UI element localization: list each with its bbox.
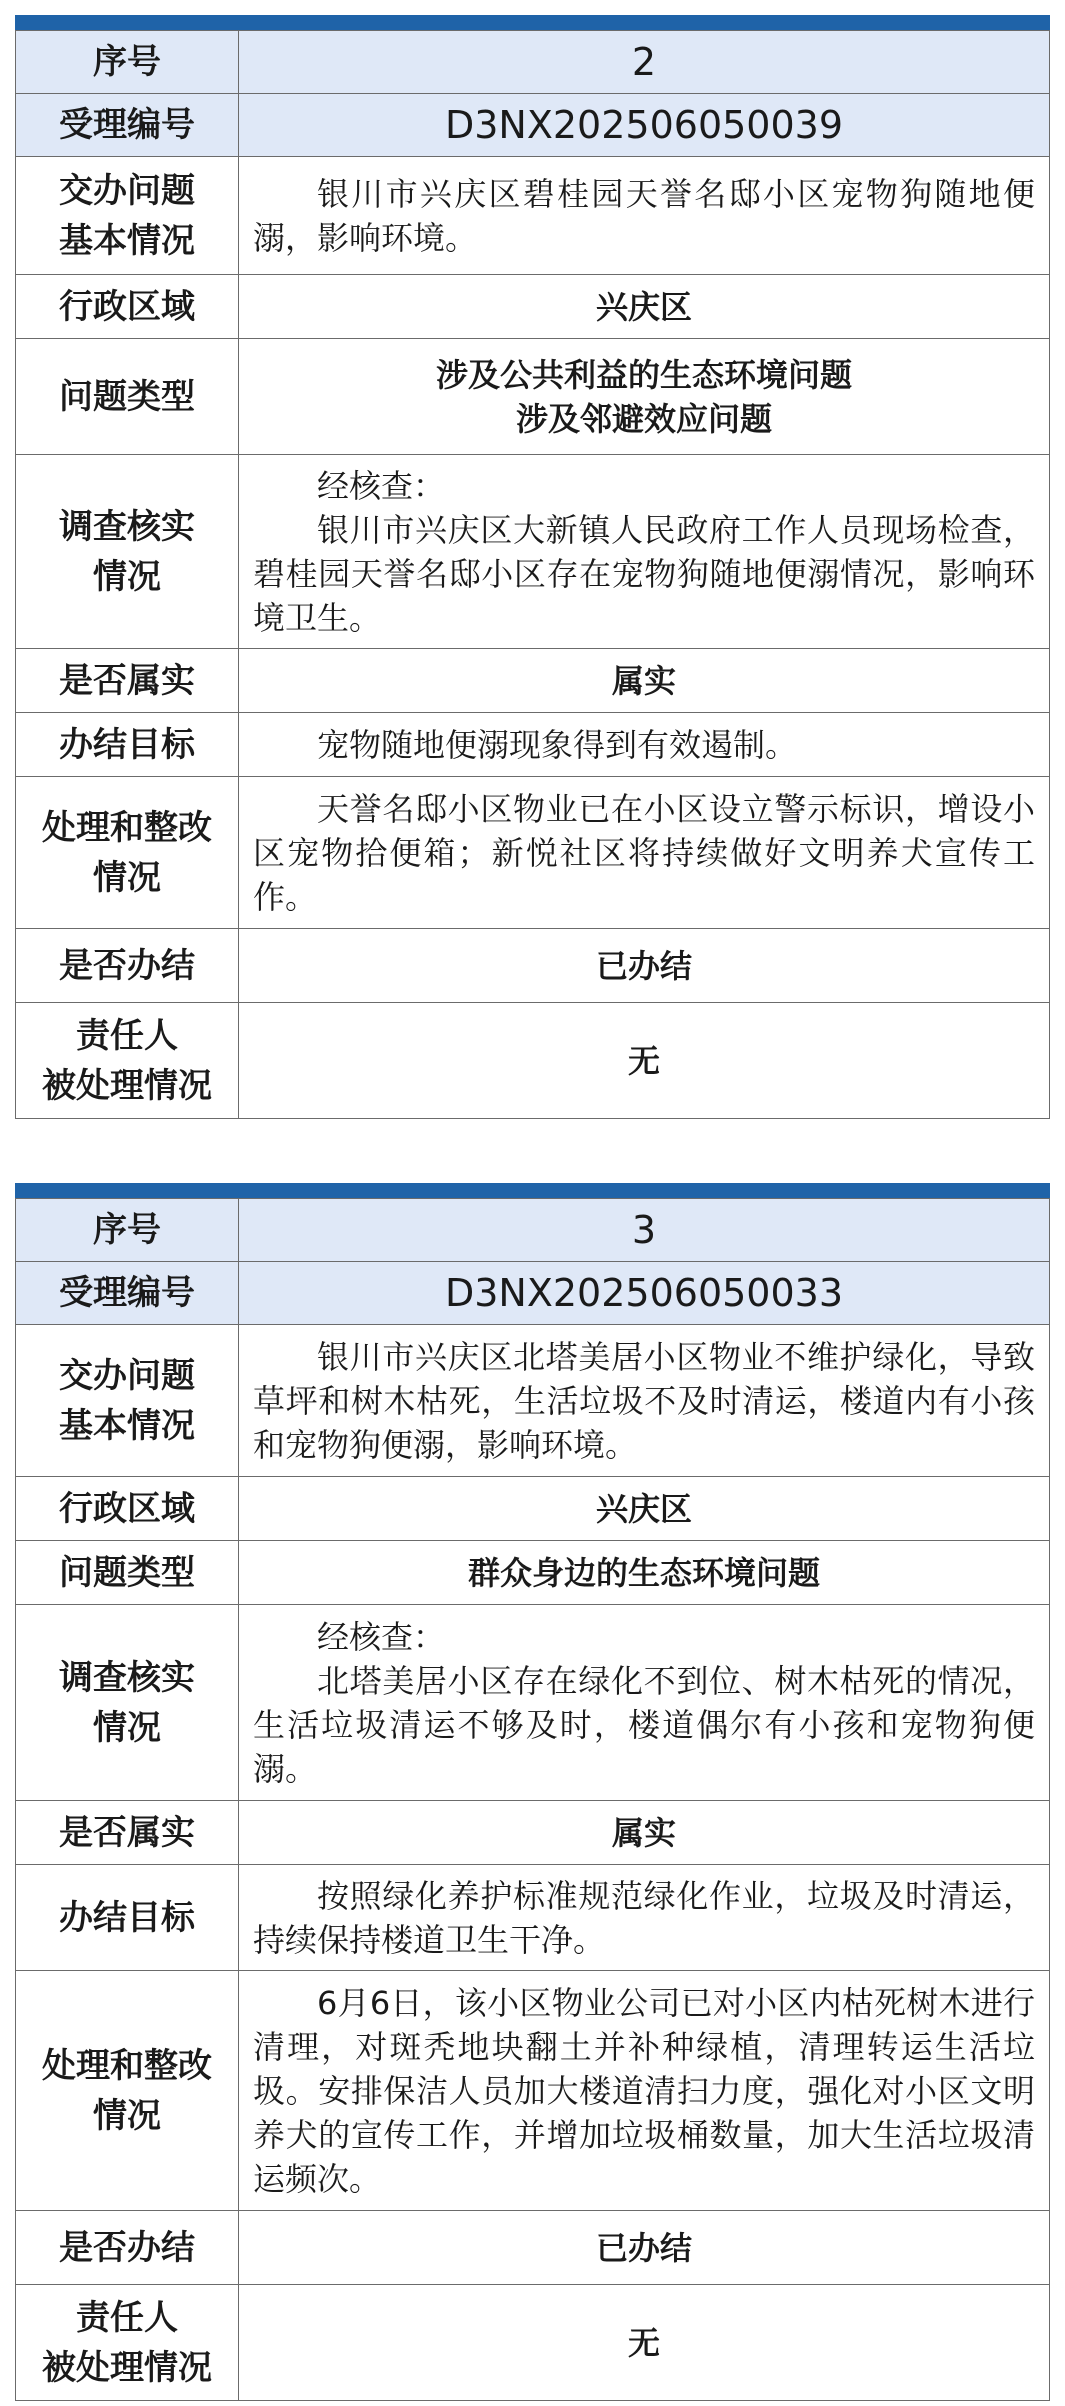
row-closed — [16, 2211, 1050, 2285]
case-card-3 — [15, 1183, 1050, 2401]
card-top-bar — [15, 15, 1050, 30]
card-top-bar — [15, 1183, 1050, 1198]
label-responsible: 责任人 被处理情况 — [16, 1003, 239, 1119]
row-serial — [16, 1199, 1050, 1262]
row-handling — [16, 777, 1050, 929]
value-closed: 已办结 — [239, 929, 1050, 1003]
label-type: 问题类型 — [16, 339, 239, 455]
value-handling: 天誉名邸小区物业已在小区设立警示标识，增设小区宠物拾便箱；新悦社区将持续做好文明养犬宣传工作。 — [239, 777, 1050, 929]
value-closed: 已办结 — [239, 2211, 1050, 2285]
row-region — [16, 1477, 1050, 1541]
value-verified: 属实 — [239, 649, 1050, 713]
label-code: 受理编号 — [16, 94, 239, 157]
value-serial: 3 — [239, 1199, 1050, 1262]
value-type: 涉及公共利益的生态环境问题 涉及邻避效应问题 — [239, 339, 1050, 455]
value-serial: 2 — [239, 31, 1050, 94]
label-issue: 交办问题 基本情况 — [16, 1325, 239, 1477]
label-verified: 是否属实 — [16, 1801, 239, 1865]
row-type — [16, 339, 1050, 455]
row-verified — [16, 649, 1050, 713]
row-verified — [16, 1801, 1050, 1865]
label-handling: 处理和整改 情况 — [16, 777, 239, 929]
row-responsible — [16, 1003, 1050, 1119]
label-investigation: 调查核实 情况 — [16, 455, 239, 649]
label-code: 受理编号 — [16, 1262, 239, 1325]
row-goal — [16, 713, 1050, 777]
row-code — [16, 94, 1050, 157]
row-investigation — [16, 455, 1050, 649]
value-issue: 银川市兴庆区北塔美居小区物业不维护绿化，导致草坪和树木枯死，生活垃圾不及时清运，楼道内有小孩和宠物狗便溺，影响环境。 — [239, 1325, 1050, 1477]
label-goal: 办结目标 — [16, 713, 239, 777]
value-responsible: 无 — [239, 1003, 1050, 1119]
label-serial: 序号 — [16, 1199, 239, 1262]
value-handling: 6月6日，该小区物业公司已对小区内枯死树木进行清理，对斑秃地块翻土并补种绿植，清理转运生活垃圾。安排保洁人员加大楼道清扫力度，强化对小区文明养犬的宣传工作，并增加垃圾桶数量，加大生活垃圾清运频次。 — [239, 1971, 1050, 2211]
row-closed — [16, 929, 1050, 1003]
label-type: 问题类型 — [16, 1541, 239, 1605]
value-issue: 银川市兴庆区碧桂园天誉名邸小区宠物狗随地便溺，影响环境。 — [239, 157, 1050, 275]
row-region — [16, 275, 1050, 339]
label-region: 行政区域 — [16, 275, 239, 339]
value-investigation: 经核查： 北塔美居小区存在绿化不到位、树木枯死的情况，生活垃圾清运不够及时，楼道偶尔有小孩和宠物狗便溺。 — [239, 1605, 1050, 1801]
label-responsible: 责任人 被处理情况 — [16, 2285, 239, 2401]
row-investigation — [16, 1605, 1050, 1801]
case-card-2 — [15, 15, 1050, 1119]
label-serial: 序号 — [16, 31, 239, 94]
label-investigation: 调查核实 情况 — [16, 1605, 239, 1801]
value-code: D3NX202506050033 — [239, 1262, 1050, 1325]
label-region: 行政区域 — [16, 1477, 239, 1541]
label-closed: 是否办结 — [16, 2211, 239, 2285]
value-goal: 按照绿化养护标准规范绿化作业，垃圾及时清运，持续保持楼道卫生干净。 — [239, 1865, 1050, 1971]
case-table — [15, 1198, 1050, 2401]
row-issue — [16, 157, 1050, 275]
value-goal: 宠物随地便溺现象得到有效遏制。 — [239, 713, 1050, 777]
value-code: D3NX202506050039 — [239, 94, 1050, 157]
value-region: 兴庆区 — [239, 1477, 1050, 1541]
label-issue: 交办问题 基本情况 — [16, 157, 239, 275]
value-region: 兴庆区 — [239, 275, 1050, 339]
label-verified: 是否属实 — [16, 649, 239, 713]
row-code — [16, 1262, 1050, 1325]
label-handling: 处理和整改 情况 — [16, 1971, 239, 2211]
label-goal: 办结目标 — [16, 1865, 239, 1971]
row-goal — [16, 1865, 1050, 1971]
value-investigation: 经核查： 银川市兴庆区大新镇人民政府工作人员现场检查，碧桂园天誉名邸小区存在宠物狗随地便溺情况，影响环境卫生。 — [239, 455, 1050, 649]
label-closed: 是否办结 — [16, 929, 239, 1003]
row-responsible — [16, 2285, 1050, 2401]
row-issue — [16, 1325, 1050, 1477]
row-handling — [16, 1971, 1050, 2211]
value-verified: 属实 — [239, 1801, 1050, 1865]
row-type — [16, 1541, 1050, 1605]
value-responsible: 无 — [239, 2285, 1050, 2401]
row-serial — [16, 31, 1050, 94]
value-type: 群众身边的生态环境问题 — [239, 1541, 1050, 1605]
case-table — [15, 30, 1050, 1119]
